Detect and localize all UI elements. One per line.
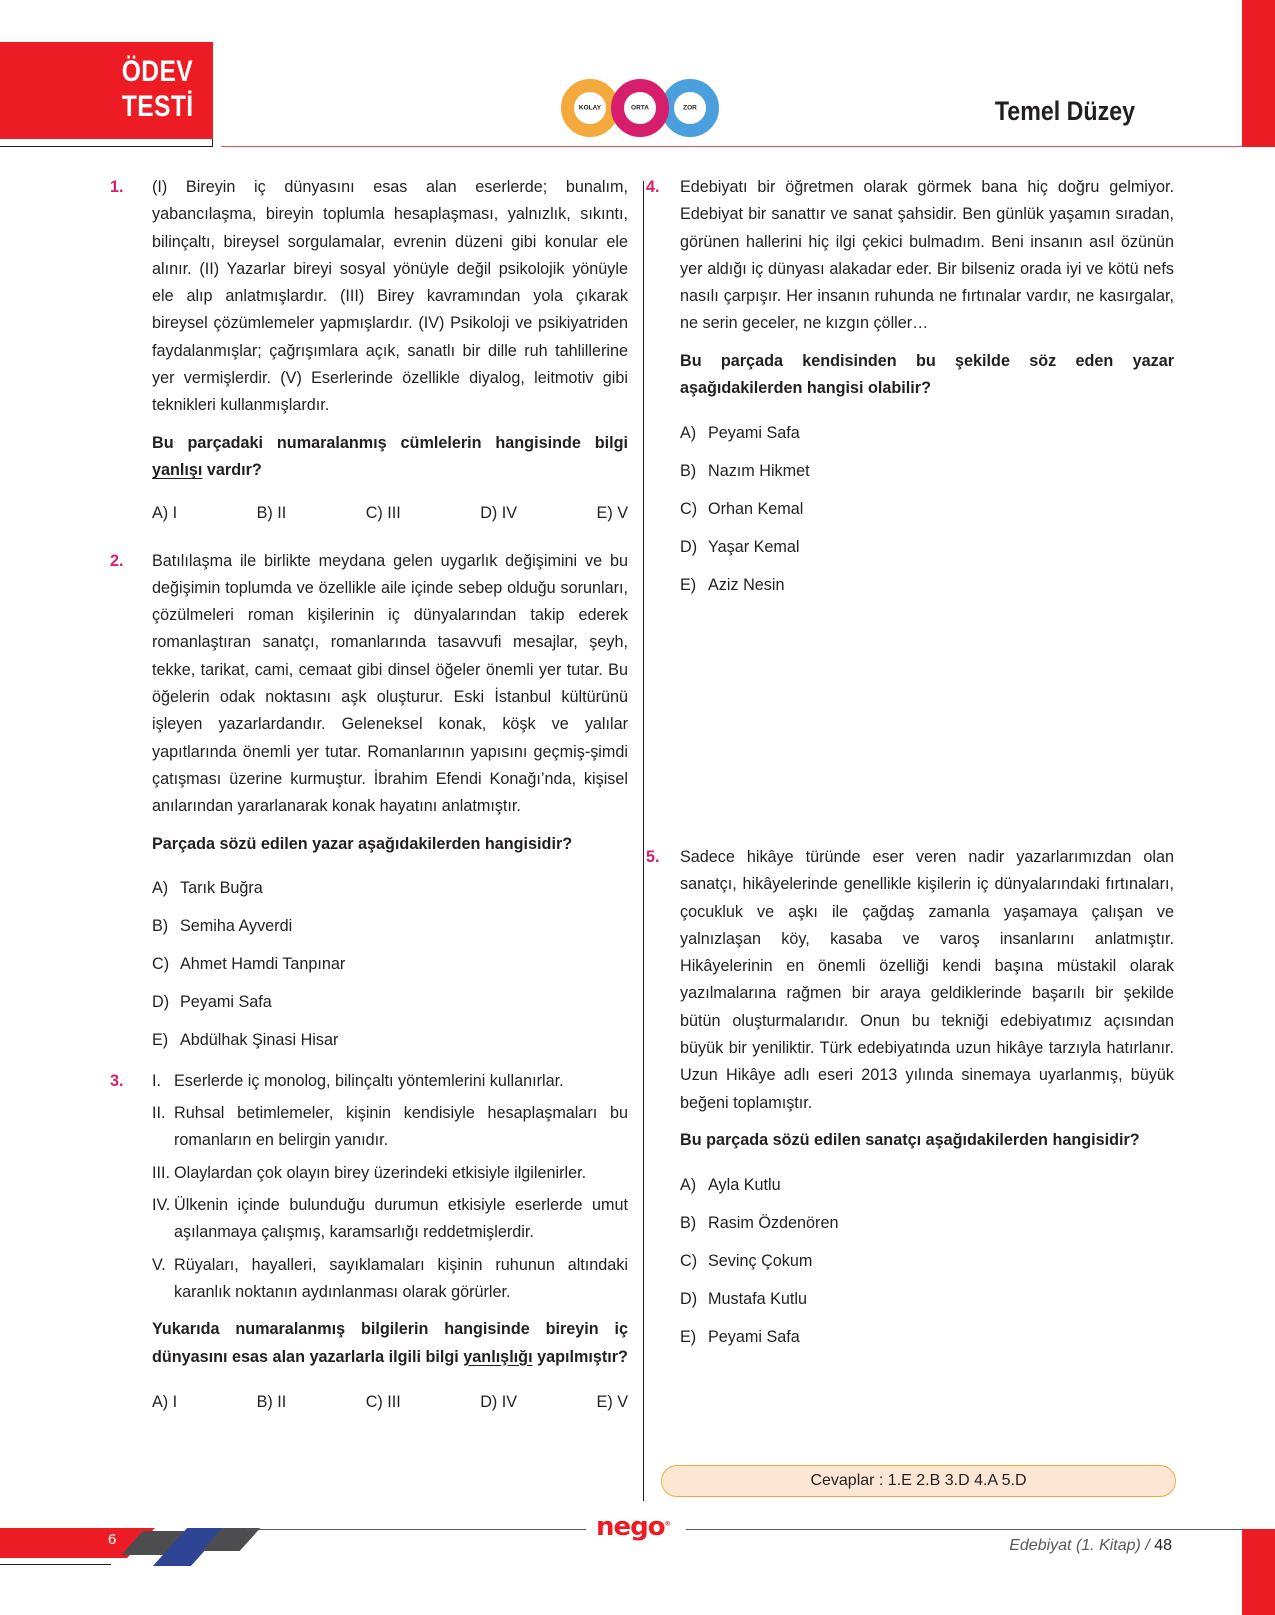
option-label: Peyami Safa <box>708 1327 800 1346</box>
option-label: Tarık Buğra <box>180 879 263 898</box>
book-separator: / <box>1140 1537 1155 1554</box>
statement-key: I. <box>152 1071 161 1090</box>
registered-mark-icon: ® <box>664 1520 670 1528</box>
statement-2 <box>152 1100 628 1155</box>
left-column <box>110 174 628 1416</box>
option-d[interactable]: D) IV <box>480 1392 518 1411</box>
footer-underline <box>0 1564 111 1565</box>
option-b[interactable]: B) II <box>256 1392 287 1411</box>
prompt-text: Bu parçadaki numaralanmış cümlelerin hangisinde bilgi <box>152 433 628 452</box>
question-1 <box>110 174 628 528</box>
badge-line-2: TESTİ <box>122 90 194 123</box>
answer-options <box>152 870 628 1060</box>
edge-tab-bottom <box>1242 1529 1275 1615</box>
option-b[interactable] <box>152 908 628 946</box>
statement-text: Eserlerde iç monolog, bilinçaltı yöntemlerini kullanırlar. <box>174 1071 564 1090</box>
option-key: A) <box>680 423 697 442</box>
option-label: Mustafa Kutlu <box>708 1289 807 1308</box>
option-label: Abdülhak Şinasi Hisar <box>180 1031 339 1050</box>
option-label: Yaşar Kemal <box>708 537 800 556</box>
option-label: Semiha Ayverdi <box>180 917 293 936</box>
statement-3 <box>152 1160 628 1187</box>
question-text: Sadece hikâye türünde eser veren nadir yazarlarımızdan olan sanatçı, hikâyelerinde genellikle kişilerin iç dünyalarındaki fırtınaları, çocukluk ve aşkı ile çağdaş zamanla yaşamaya çalışan ve yalnızlaşan köy, kasaba ve varoş insanlarını anlatmıştır. Hikâyelerinin en önemli özelliği kendi başına müstakil olarak yazılmalarına rağmen bir araya geldiklerinde başarılı bir şekilde bütün oluşturmalarıdır. Onun bu tekniği edebiyatımız açısından büyük bir yeniliktir. Türk edebiyatında uzun hikâye tarzıyla hatırlanır. Uzun Hikâye adlı eseri 2013 yılında sinemaya uyarlanmış, büyük beğeni toplamıştır. <box>680 848 1174 1112</box>
publisher-logo <box>596 1512 670 1546</box>
page-number: 6 <box>108 1531 117 1548</box>
question-number: 3. <box>110 1071 124 1090</box>
option-key: D) <box>152 993 170 1012</box>
option-label: Peyami Safa <box>180 993 272 1012</box>
option-c[interactable]: C) III <box>365 1392 401 1411</box>
prompt-text: vardır? <box>202 460 262 479</box>
difficulty-orta-label: ORTA <box>631 104 649 112</box>
option-a[interactable]: A) I <box>152 504 178 523</box>
option-a[interactable] <box>680 1166 1174 1204</box>
statement-text: Olaylardan çok olayın birey üzerindeki etkisiyle ilgilenirler. <box>174 1163 587 1182</box>
option-label: Sevinç Çokum <box>708 1251 813 1270</box>
prompt-text: yapılmıştır? <box>532 1347 628 1366</box>
question-text: Batılılaşma ile birlikte meydana gelen uygarlık değişimini ve bu değişimin toplumda ve özellikle aile içinde sebep olduğu sorunları, çözülmeleri roman kişilerinin iç dünyalarından takip ederek romanlaştıran sanatçı, romanlarında tasavvufi mesajlar, şeyh, tekke, tarikat, cami, cemaat gibi dinsel öğeler önemli yer tutar. Bu öğelerin odak noktasını aşk oluşturur. Eski İstanbul kültürünü işleyen yazarlardandır. Geleneksel konak, köşk ve yalılar yapıtlarında önemli yer tutar. Romanlarının yapısını geçmiş-şimdi çatışması üzerine kurmuştur. İbrahim Efendi Konağı’nda, kişisel anılarından yararlanarak konak hayatını anlatmıştır. <box>152 551 628 816</box>
option-a[interactable] <box>152 870 628 908</box>
book-title: Edebiyat (1. Kitap) <box>1009 1537 1141 1554</box>
answer-key-box: Cevaplar : 1.E 2.B 3.D 4.A 5.D <box>661 1465 1176 1497</box>
question-number: 2. <box>110 551 124 570</box>
statement-text: Ülkenin içinde bulunduğu durumun etkisiyle eserlerde umut aşılanmaya çalışmış, karamsarlığı reddetmişlerdir. <box>174 1196 628 1242</box>
option-key: B) <box>680 461 697 480</box>
option-label: Orhan Kemal <box>708 499 804 518</box>
option-a[interactable]: A) I <box>152 1392 178 1411</box>
edge-tab-top <box>1242 0 1275 147</box>
option-key: D) <box>680 537 698 556</box>
difficulty-kolay-label: KOLAY <box>578 104 602 112</box>
book-page: 48 <box>1154 1537 1172 1554</box>
option-e[interactable]: E) V <box>596 1392 628 1411</box>
question-prompt: Bu parçada sözü edilen sanatçı aşağıdakilerden hangisidir? <box>680 1130 1140 1149</box>
question-4 <box>646 174 1174 604</box>
option-d[interactable]: D) IV <box>480 504 518 523</box>
question-3 <box>110 1068 628 1416</box>
right-column <box>646 174 1174 1346</box>
badge-line-1: ÖDEV <box>122 55 194 88</box>
question-text: (I) Bireyin iç dünyasını esas alan eserlerde; bunalım, yabancılaşma, bireyin toplumla hesaplaşması, yalnızlık, sıkıntı, bilinçaltı, bireysel sorgulamalar, evrenin düzeni gibi konular ele alınır. (II) Yazarlar bireyi sosyal yönüyle değil psikolojik yönüyle ele alıp anlatmışlardır. (III) Birey kavramından yola çıkarak bireysel çözümlemeler yapmışlardır. (IV) Psikoloji ve psikiyatriden faydalanmışlar; çağrışımlara açık, sanatlı bir dille ruh tahlillerine yer vermişlerdir. (V) Eserlerinde özellikle diyalog, leitmotiv gibi teknikleri kullanmışlardır. <box>152 178 628 415</box>
option-e[interactable] <box>152 1022 628 1060</box>
option-key: A) <box>680 1175 697 1194</box>
option-d[interactable] <box>680 528 1174 566</box>
option-c[interactable] <box>152 946 628 984</box>
option-label: Peyami Safa <box>708 423 800 442</box>
statement-text: Ruhsal betimlemeler, kişinin kendisiyle hesaplaşmaları bu romanların en belirgin yanıdır. <box>174 1104 628 1150</box>
option-key: B) <box>152 917 169 936</box>
footer-divider <box>686 1529 1242 1530</box>
question-prompt <box>152 1316 628 1371</box>
question-5 <box>646 844 1174 1356</box>
question-2 <box>110 548 628 1060</box>
footer-divider <box>246 1529 586 1530</box>
option-label: Ayla Kutlu <box>708 1175 781 1194</box>
logo-text: nego <box>596 1512 665 1542</box>
option-a[interactable] <box>680 414 1174 452</box>
option-label: Nazım Hikmet <box>708 461 810 480</box>
option-label: Rasim Özdenören <box>708 1213 839 1232</box>
difficulty-zor-label: ZOR <box>683 104 697 112</box>
question-prompt: Bu parçada kendisinden bu şekilde söz eden yazar aşağıdakilerden hangisi olabilir? <box>680 351 1174 398</box>
level-title: Temel Düzey <box>994 96 1135 126</box>
question-prompt: Parçada sözü edilen yazar aşağıdakilerden hangisidir? <box>152 834 573 853</box>
answer-options <box>680 1166 1174 1356</box>
option-d[interactable] <box>152 984 628 1022</box>
prompt-emphasis: yanlışlığı <box>463 1347 533 1366</box>
header-divider <box>221 146 1242 147</box>
option-d[interactable] <box>680 1280 1174 1318</box>
option-key: E) <box>152 1031 169 1050</box>
column-divider <box>643 181 644 1501</box>
difficulty-levels-icon <box>561 79 721 139</box>
option-e[interactable]: E) V <box>596 504 628 523</box>
prompt-text: Yukarıda numaralanmış bilgilerin hangisinde bireyin iç dünyasını esas alan yazarlarla ilgili bilgi <box>152 1320 628 1366</box>
statement-key: IV. <box>152 1196 171 1215</box>
question-number: 1. <box>110 178 124 196</box>
option-b[interactable]: B) II <box>256 504 287 523</box>
statement-key: V. <box>152 1255 166 1274</box>
test-badge <box>0 42 213 147</box>
answer-options <box>680 414 1174 604</box>
statement-text: Rüyaları, hayalleri, sayıklamaları kişinin ruhunun altındaki karanlık noktanın aydınlanması olarak görürler. <box>174 1255 628 1301</box>
option-key: D) <box>680 1289 698 1308</box>
statement-1 <box>152 1068 628 1095</box>
option-c[interactable]: C) III <box>365 504 401 523</box>
book-reference <box>1009 1537 1172 1555</box>
statement-5 <box>152 1252 628 1307</box>
option-key: E) <box>680 575 697 594</box>
answer-options <box>152 1389 628 1416</box>
question-number: 5. <box>646 848 660 866</box>
option-b[interactable] <box>680 1204 1174 1242</box>
statement-key: III. <box>152 1163 170 1182</box>
option-label: Ahmet Hamdi Tanpınar <box>180 955 346 974</box>
option-key: E) <box>680 1327 697 1346</box>
option-key: C) <box>152 955 170 974</box>
question-text: Edebiyatı bir öğretmen olarak görmek bana hiç doğru gelmiyor. Edebiyat bir sanattır ve sanat şahsidir. Ben günlük yaşamın sıradan, görünen hallerini hiç ilgi çekici bulmadım. Beni insanın asıl özünün yer aldığı iç dünyası alakadar eder. Bir bilseniz orada iyi ve kötü nefs nasılı çarpışır. Her insanın ruhunda ne fırtınalar vardır, ne kasırgalar, ne serin geceler, ne kızgın çöller… <box>680 178 1174 333</box>
statement-key: II. <box>152 1104 166 1123</box>
answer-options <box>152 500 628 527</box>
test-badge-label <box>122 54 194 124</box>
option-c[interactable] <box>680 490 1174 528</box>
option-e[interactable] <box>680 566 1174 604</box>
difficulty-zor-icon <box>661 79 719 137</box>
difficulty-orta-icon <box>611 79 669 137</box>
option-key: B) <box>680 1213 697 1232</box>
option-b[interactable] <box>680 452 1174 490</box>
question-prompt <box>152 430 628 485</box>
option-c[interactable] <box>680 1242 1174 1280</box>
statement-4 <box>152 1192 628 1247</box>
option-e[interactable] <box>680 1318 1174 1356</box>
question-number: 4. <box>646 178 660 196</box>
option-key: A) <box>152 879 169 898</box>
option-key: C) <box>680 499 698 518</box>
option-label: Aziz Nesin <box>708 575 785 594</box>
prompt-emphasis: yanlışı <box>152 460 203 479</box>
option-key: C) <box>680 1251 698 1270</box>
